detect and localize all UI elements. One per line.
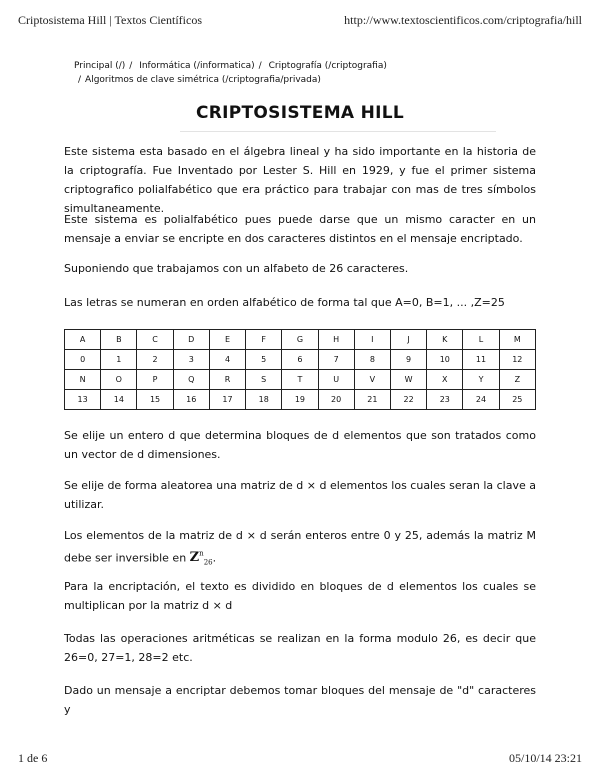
paragraph-intro: Este sistema esta basado en el álgebra lineal y ha sido importante en la historia de la criptografía. Fue Inventado por Lester S. Hill en 1929, y fue el primer sistema criptografico polialfabético que era práctico para trabajar con mas de tres símbolos simultaneamente. xyxy=(64,145,536,215)
table-row xyxy=(65,330,536,350)
table-cell: E xyxy=(209,330,245,350)
footer-datetime: 05/10/14 23:21 xyxy=(508,751,582,765)
table-cell: M xyxy=(499,330,535,350)
breadcrumb-link-principal[interactable]: Principal (/) xyxy=(74,61,126,71)
table-cell: 23 xyxy=(427,390,463,410)
table-cell: R xyxy=(209,370,245,390)
table-cell: P xyxy=(137,370,173,390)
z26-symbol: $Z^n_{26}$ xyxy=(189,550,213,567)
table-cell: H xyxy=(318,330,354,350)
table-cell: 4 xyxy=(209,350,245,370)
paragraph-inversible: Los elementos de la matriz de d × d serán enteros entre 0 y 25, además la matriz M debe ser inversible en $Z^n_{26}$. xyxy=(64,529,536,567)
table-cell: 14 xyxy=(101,390,137,410)
table-cell: 9 xyxy=(390,350,426,370)
table-cell: J xyxy=(390,330,426,350)
paragraph-inversible-text: Los elementos de la matriz de d × d serán enteros entre 0 y 25, además la matriz M debe ser inversible en xyxy=(64,529,536,565)
table-row xyxy=(65,350,536,370)
table-cell: 18 xyxy=(246,390,282,410)
table-cell: 12 xyxy=(499,350,535,370)
table-cell: L xyxy=(463,330,499,350)
breadcrumb-separator: / xyxy=(78,75,82,85)
table-cell: S xyxy=(246,370,282,390)
table-cell: 5 xyxy=(246,350,282,370)
print-footer xyxy=(18,751,582,766)
table-cell: W xyxy=(390,370,426,390)
breadcrumb xyxy=(74,59,474,87)
table-cell: D xyxy=(173,330,209,350)
table-cell: 2 xyxy=(137,350,173,370)
table-cell: N xyxy=(65,370,101,390)
table-cell: G xyxy=(282,330,318,350)
table-cell: O xyxy=(101,370,137,390)
table-cell: A xyxy=(65,330,101,350)
paragraph-polialfabetico: Este sistema es polialfabético pues puede darse que un mismo caracter en un mensaje a enviar se encripte en dos caracteres distintos en el mensaje encriptado. xyxy=(64,213,536,245)
table-cell: K xyxy=(427,330,463,350)
table-row xyxy=(65,390,536,410)
paragraph-clave: Se elije de forma aleatorea una matriz de d × d elementos los cuales seran la clave a utilizar. xyxy=(64,479,536,511)
table-cell: 0 xyxy=(65,350,101,370)
table-cell: B xyxy=(101,330,137,350)
table-cell: X xyxy=(427,370,463,390)
header-url: http://www.textoscientificos.com/criptografia/hill xyxy=(344,13,582,27)
paragraph-numeracion: Las letras se numeran en orden alfabético de forma tal que A=0, B=1, ... ,Z=25 xyxy=(64,296,505,309)
title-divider xyxy=(180,131,496,132)
table-cell: 13 xyxy=(65,390,101,410)
alphabet-table xyxy=(64,329,536,410)
print-header xyxy=(18,13,582,28)
table-cell: 20 xyxy=(318,390,354,410)
table-cell: 17 xyxy=(209,390,245,410)
paragraph-modulo: Todas las operaciones aritméticas se realizan en la forma modulo 26, es decir que 26=0, 27=1, 28=2 etc. xyxy=(64,632,536,664)
table-cell: I xyxy=(354,330,390,350)
table-cell: 3 xyxy=(173,350,209,370)
table-cell: 6 xyxy=(282,350,318,370)
table-cell: Z xyxy=(499,370,535,390)
table-cell: U xyxy=(318,370,354,390)
paragraph-mensaje: Dado un mensaje a encriptar debemos tomar bloques del mensaje de "d" caracteres y xyxy=(64,684,536,716)
page-title: CRIPTOSISTEMA HILL xyxy=(195,103,405,123)
table-cell: 19 xyxy=(282,390,318,410)
table-cell: 24 xyxy=(463,390,499,410)
breadcrumb-link-informatica[interactable]: Informática (/informatica) xyxy=(139,61,255,71)
footer-page-number: 1 de 6 xyxy=(18,751,48,765)
table-cell: C xyxy=(137,330,173,350)
table-cell: F xyxy=(246,330,282,350)
table-cell: 1 xyxy=(101,350,137,370)
paragraph-encriptacion: Para la encriptación, el texto es dividido en bloques de d elementos los cuales se multiplican por la matriz d × d xyxy=(64,580,536,612)
table-cell: Y xyxy=(463,370,499,390)
table-cell: V xyxy=(354,370,390,390)
table-cell: T xyxy=(282,370,318,390)
breadcrumb-separator: / xyxy=(258,61,262,71)
table-cell: Q xyxy=(173,370,209,390)
header-page-title: Criptosistema Hill | Textos Científicos xyxy=(18,13,202,27)
table-cell: 21 xyxy=(354,390,390,410)
table-row xyxy=(65,370,536,390)
table-cell: 10 xyxy=(427,350,463,370)
table-cell: 7 xyxy=(318,350,354,370)
table-cell: 8 xyxy=(354,350,390,370)
breadcrumb-link-privada[interactable]: Algoritmos de clave simétrica (/criptografia/privada) xyxy=(85,75,321,85)
breadcrumb-link-criptografia[interactable]: Criptografía (/criptografia) xyxy=(268,61,387,71)
paragraph-bloques: Se elije un entero d que determina bloques de d elementos que son tratados como un vector de d dimensiones. xyxy=(64,429,536,461)
table-cell: 15 xyxy=(137,390,173,410)
table-cell: 22 xyxy=(390,390,426,410)
table-cell: 11 xyxy=(463,350,499,370)
table-cell: 25 xyxy=(499,390,535,410)
breadcrumb-separator: / xyxy=(129,61,133,71)
table-cell: 16 xyxy=(173,390,209,410)
paragraph-alfabeto: Suponiendo que trabajamos con un alfabeto de 26 caracteres. xyxy=(64,262,409,275)
